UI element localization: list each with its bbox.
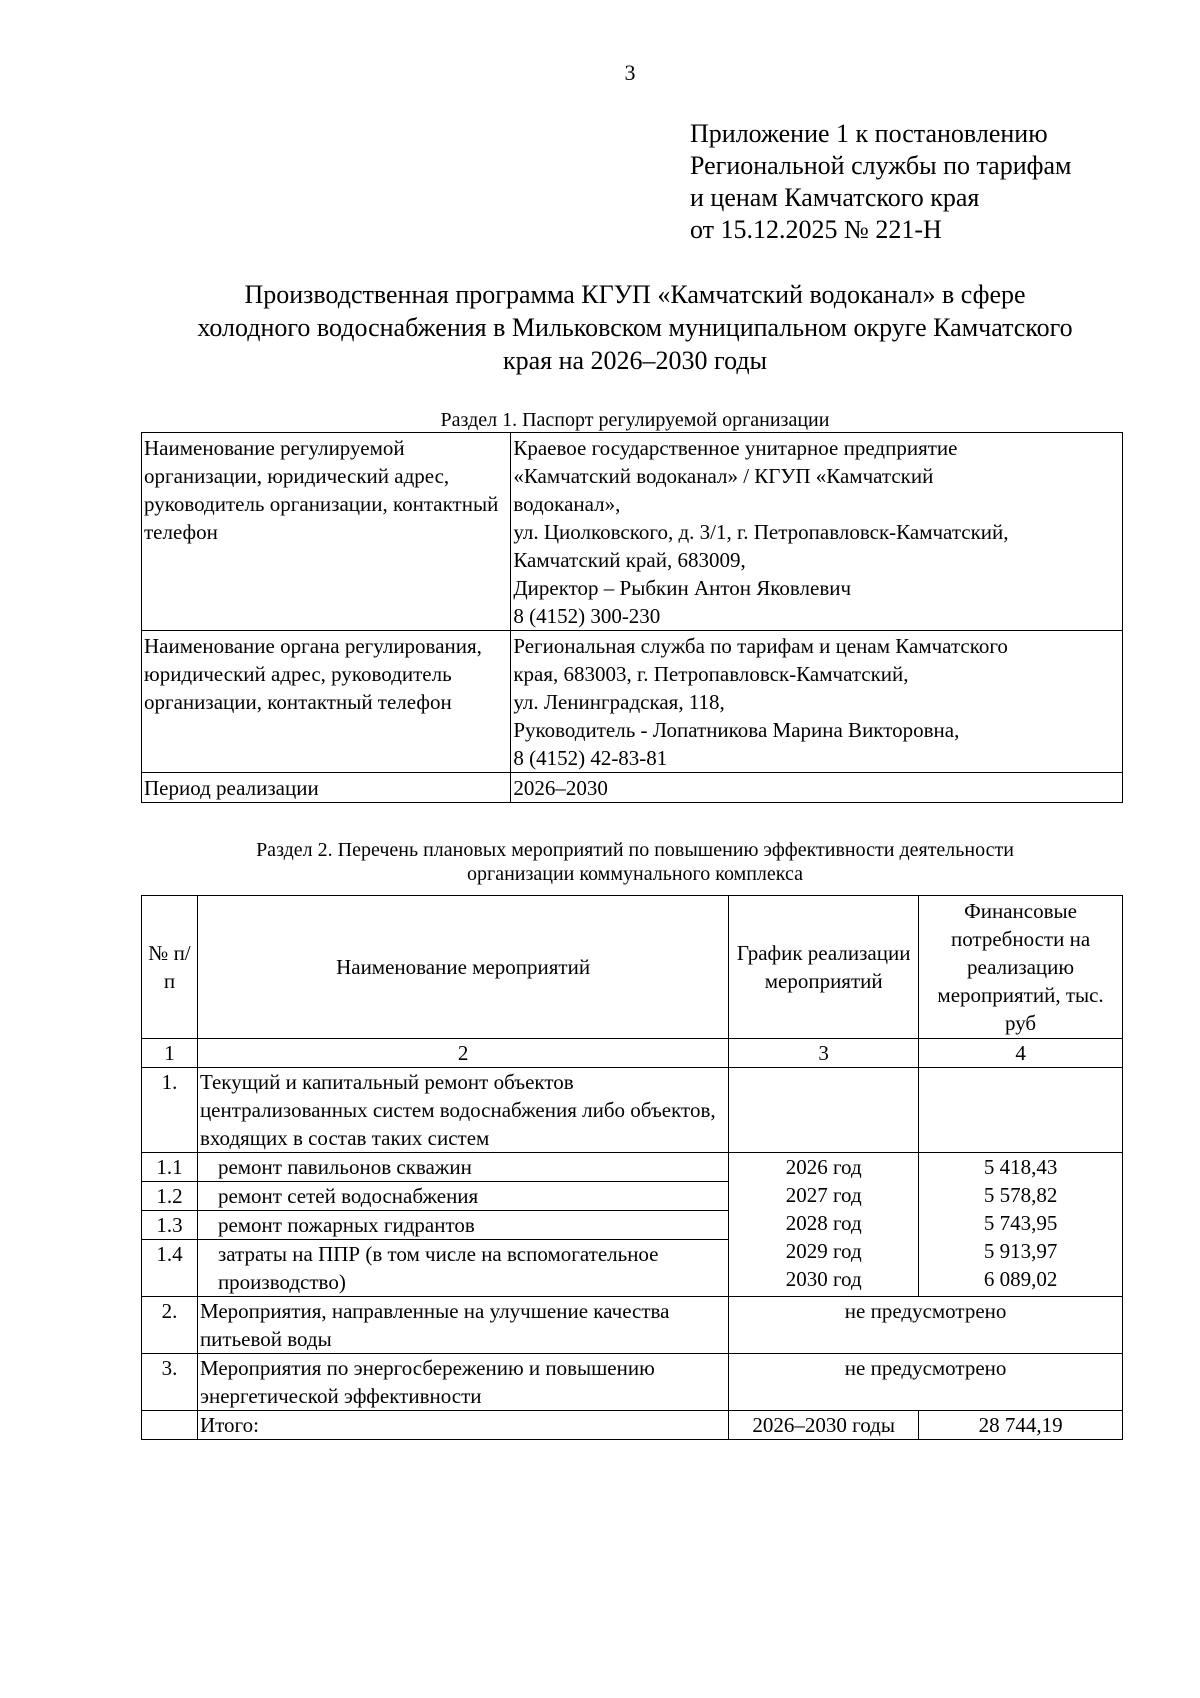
row-name: ремонт пожарных гидрантов [197, 1211, 728, 1240]
amount-item: 6 089,02 [983, 1267, 1058, 1291]
value-line: Краевое государственное унитарное предприятие [513, 436, 958, 460]
value-line: Региональная служба по тарифам и ценам Камчатского [513, 634, 1008, 658]
appendix-note [690, 118, 1071, 246]
col-number: 1 [142, 1039, 198, 1068]
row-num: 1. [142, 1068, 198, 1153]
amount-item: 5 578,82 [983, 1183, 1058, 1207]
appendix-line: и ценам Камчатского края [690, 183, 980, 212]
appendix-line: от 15.12.2025 № 221-Н [690, 215, 942, 244]
year-item: 2029 год [785, 1239, 862, 1263]
section2-caption [100, 838, 1170, 886]
measures-table [141, 895, 1123, 1440]
empty-cell [142, 1411, 198, 1440]
header-schedule: График реализации мероприятий [729, 896, 919, 1039]
col-number: 2 [197, 1039, 728, 1068]
table-row [142, 1153, 1123, 1182]
appendix-line: Приложение 1 к постановлению [690, 119, 1048, 148]
schedule-years [729, 1153, 919, 1297]
col-number: 3 [729, 1039, 919, 1068]
row-num: 1.1 [142, 1153, 198, 1182]
year-item: 2027 год [785, 1183, 862, 1207]
value-line: Камчатский край, 683009, [513, 548, 746, 572]
row-name: затраты на ППР (в том числе на вспомогательное производство) [197, 1240, 728, 1297]
row-name: ремонт павильонов скважин [197, 1153, 728, 1182]
value-line: ул. Ленинградская, 118, [513, 690, 725, 714]
empty-cell [729, 1068, 919, 1153]
title-line: края на 2026–2030 годы [502, 346, 768, 375]
amount-item: 5 913,97 [983, 1239, 1058, 1263]
passport-value [511, 631, 1123, 773]
passport-table [141, 432, 1123, 803]
empty-cell [919, 1068, 1123, 1153]
total-amount: 28 744,19 [919, 1411, 1123, 1440]
passport-row-regulator [142, 631, 1123, 773]
row-name: ремонт сетей водоснабжения [197, 1182, 728, 1211]
row-num: 2. [142, 1297, 198, 1354]
passport-value [511, 433, 1123, 631]
appendix-line: Региональной службы по тарифам [690, 151, 1072, 180]
row-value: не предусмотрено [729, 1354, 1123, 1411]
column-numbers-row [142, 1039, 1123, 1068]
page-number: 3 [624, 60, 636, 85]
col-number: 4 [919, 1039, 1123, 1068]
amount-item: 5 743,95 [983, 1211, 1058, 1235]
title-line: холодного водоснабжения в Мильковском муниципальном округе Камчатского [197, 313, 1073, 342]
year-item: 2030 год [785, 1267, 862, 1291]
header-finance: Финансовые потребности на реализацию мероприятий, тыс. руб [919, 896, 1123, 1039]
passport-label: Наименование органа регулирования, юридический адрес, руководитель организации, контактный телефон [142, 631, 511, 773]
value-line: 8 (4152) 300-230 [513, 604, 661, 628]
value-line: Руководитель - Лопатникова Марина Викторовна, [513, 718, 960, 742]
passport-label: Наименование регулируемой организации, юридический адрес, руководитель организации, контактный телефон [142, 433, 511, 631]
caption-line: Раздел 2. Перечень плановых мероприятий по повышению эффективности деятельности [256, 839, 1014, 861]
value-line: Директор – Рыбкин Антон Яковлевич [513, 576, 852, 600]
row-value: не предусмотрено [729, 1297, 1123, 1354]
header-name: Наименование мероприятий [197, 896, 728, 1039]
row-name: Мероприятия по энергосбережению и повышению энергетической эффективности [197, 1354, 728, 1411]
value-line: «Камчатский водоканал» / КГУП «Камчатский [513, 464, 934, 488]
passport-value [511, 773, 1123, 803]
row-name: Текущий и капитальный ремонт объектов централизованных систем водоснабжения либо объектов, входящих в состав таких систем [197, 1068, 728, 1153]
section1-caption: Раздел 1. Паспорт регулируемой организации [440, 409, 830, 431]
row-num: 1.3 [142, 1211, 198, 1240]
table-row [142, 1068, 1123, 1153]
header-num: № п/п [142, 896, 198, 1039]
year-item: 2026 год [785, 1155, 862, 1179]
total-label: Итого: [197, 1411, 728, 1440]
finance-amounts [919, 1153, 1123, 1297]
table-row [142, 1297, 1123, 1354]
passport-label: Период реализации [142, 773, 511, 803]
row-num: 1.2 [142, 1182, 198, 1211]
caption-line: организации коммунального комплекса [466, 863, 804, 885]
total-row [142, 1411, 1123, 1440]
amount-item: 5 418,43 [983, 1155, 1058, 1179]
row-num: 1.4 [142, 1240, 198, 1297]
table-row [142, 1354, 1123, 1411]
year-item: 2028 год [785, 1211, 862, 1235]
header-row [142, 896, 1123, 1039]
value-line: водоканал», [513, 492, 621, 516]
row-name: Мероприятия, направленные на улучшение качества питьевой воды [197, 1297, 728, 1354]
row-num: 3. [142, 1354, 198, 1411]
value-line: 8 (4152) 42-83-81 [513, 746, 668, 770]
document-title [100, 278, 1170, 377]
value-line: ул. Циолковского, д. 3/1, г. Петропавловск-Камчатский, [513, 520, 1009, 544]
total-period: 2026–2030 годы [729, 1411, 919, 1440]
title-line: Производственная программа КГУП «Камчатский водоканал» в сфере [244, 280, 1026, 309]
passport-row-organization [142, 433, 1123, 631]
passport-row-period [142, 773, 1123, 803]
value-line: края, 683003, г. Петропавловск-Камчатский, [513, 662, 909, 686]
value-line: 2026–2030 [513, 776, 608, 800]
